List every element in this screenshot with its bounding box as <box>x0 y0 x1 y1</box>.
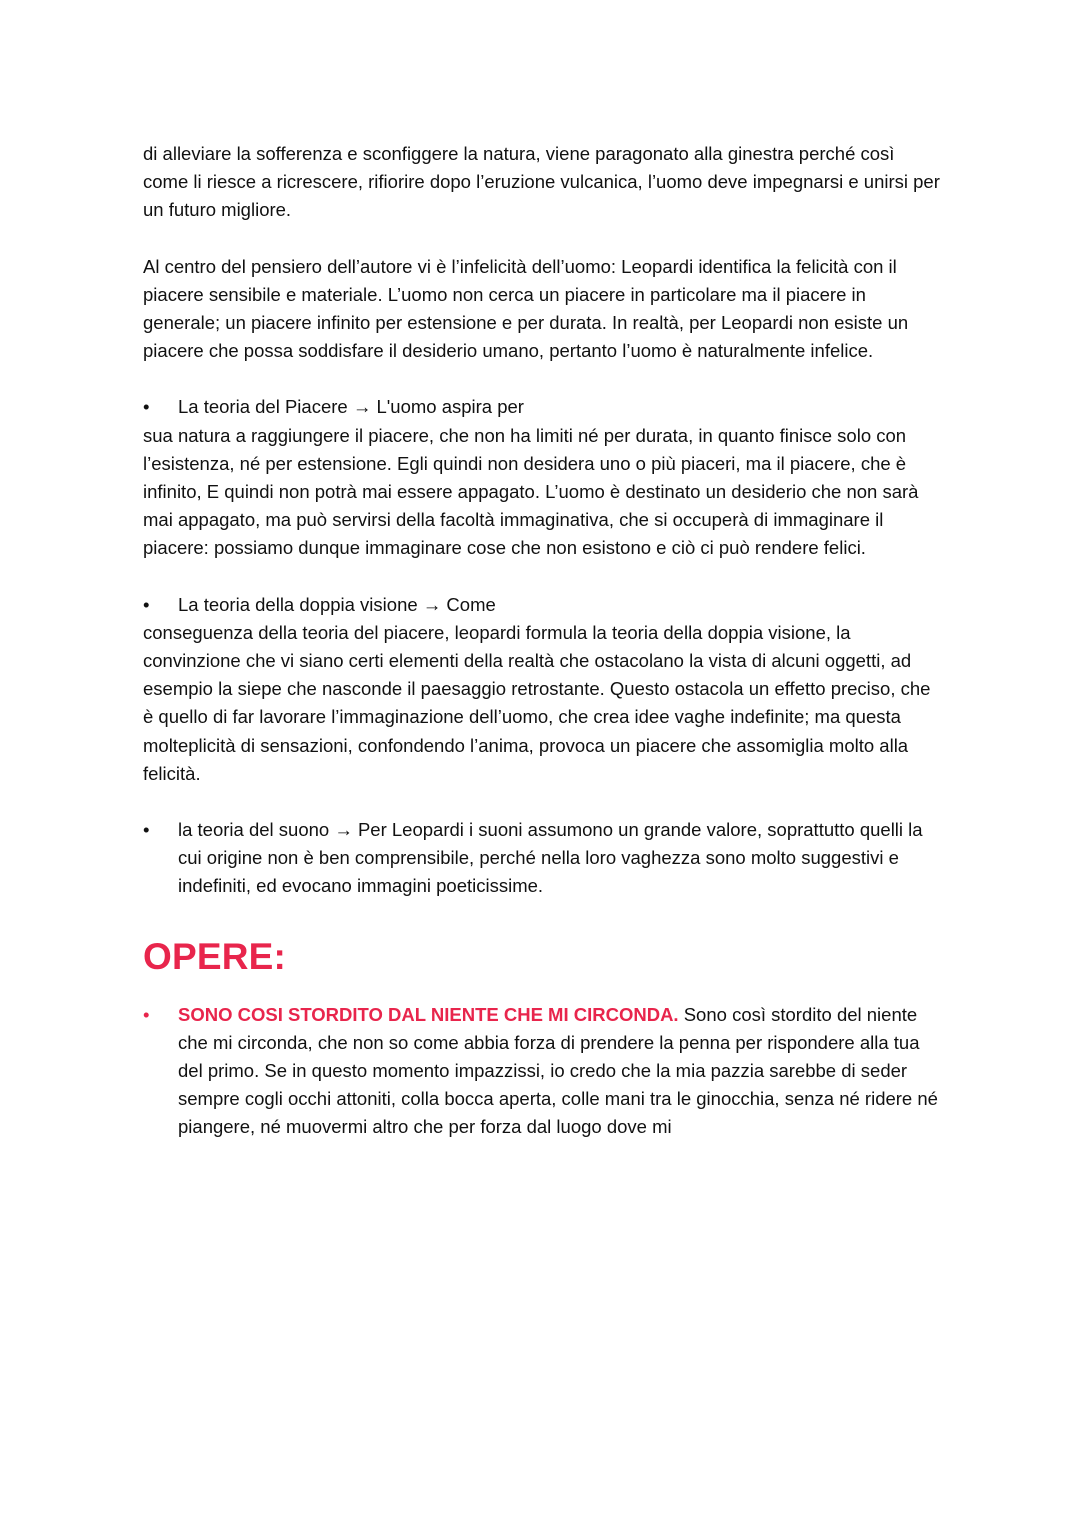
theory-piacere <box>143 393 943 562</box>
bullet-icon: • <box>143 396 150 418</box>
bullet-icon: • <box>143 593 150 615</box>
paragraph-ginestra: di alleviare la sofferenza e sconfiggere la natura, viene paragonato alla ginestra perché così come li riesce a ricrescere, rifiorire dopo l’eruzione vulcanica, l’uomo deve impegnarsi e unirsi per un futuro migliore. <box>143 143 940 221</box>
bullet-icon: • <box>143 819 150 841</box>
opere-item <box>143 1001 943 1142</box>
theory-suono <box>143 816 943 901</box>
theory-piacere-lead-line <box>143 393 943 421</box>
opere-item-title: SONO COSI STORDITO DAL NIENTE CHE MI CIRCONDA. <box>178 1003 679 1025</box>
theory-doppia-visione-body: conseguenza della teoria del piacere, leopardi formula la teoria della doppia visione, la convinzione che vi siano certi elementi della realtà che ostacolano la vista di alcuni oggetti, ad esempio la siepe che nasconde il paesaggio retrostante. Questo ostacola un effetto preciso, che è quello di far lavorare l’immaginazione dell’uomo, che crea idee vaghe indefinite; ma questa molteplicità di sensazioni, confondendo l’anima, provoca un piacere che assomiglia molto alla felicità. <box>143 621 931 784</box>
theory-doppia-visione-lead: La teoria della doppia visione → Come <box>178 593 496 615</box>
paragraph-gap <box>143 901 943 929</box>
paragraph-gap <box>143 365 943 393</box>
opere-item-text <box>178 1001 943 1142</box>
theory-suono-text: la teoria del suono → Per Leopardi i suoni assumono un grande valore, soprattutto quelli la cui origine non è ben comprensibile, perché nella loro vaghezza sono molto suggestivi e indefiniti, ed evocano immagini poeticissime. <box>178 819 923 897</box>
paragraph-gap <box>143 788 943 816</box>
bullet-icon: • <box>143 1003 150 1025</box>
opere-item-body: Sono così stordito del niente che mi circonda, che non so come abbia forza di prendere la penna per rispondere alla tua del primo. Se in questo momento impazzissi, io credo che la mia pazzia sarebbe di seder sempre cogli occhi attoniti, colla bocca aperta, colle mani tra le ginocchia, senza né ridere né piangere, né muovermi altro che per forza dal luogo dove mi <box>178 1003 938 1138</box>
paragraph-gap <box>143 225 943 253</box>
theory-piacere-lead: La teoria del Piacere → L'uomo aspira per <box>178 396 524 418</box>
theory-piacere-body: sua natura a raggiungere il piacere, che non ha limiti né per durata, in quanto finisce solo con l’esistenza, né per estensione. Egli quindi non desidera uno o più piaceri, ma il piacere, che è infinito, E quindi non potrà mai essere appagato. L’uomo è destinato un desiderio che non sarà mai appagato, ma può servirsi della facoltà immaginativa, che si occuperà di immaginare il piacere: possiamo dunque immaginare cose che non esistono e ciò ci può rendere felici. <box>143 424 919 559</box>
theory-doppia-visione <box>143 591 943 788</box>
paragraph-infelicita: Al centro del pensiero dell’autore vi è l’infelicità dell’uomo: Leopardi identifica la felicità con il piacere sensibile e materiale. L’uomo non cerca un piacere in particolare ma il piacere in generale; un piacere infinito per estensione e per durata. In realtà, per Leopardi non esiste un piacere che possa soddisfare il desiderio umano, pertanto l’uomo è naturalmente infelice. <box>143 255 909 362</box>
theory-doppia-visione-lead-line <box>143 591 943 619</box>
opere-heading: OPERE: <box>143 935 287 977</box>
document-page <box>143 140 943 1142</box>
paragraph-gap <box>143 563 943 591</box>
